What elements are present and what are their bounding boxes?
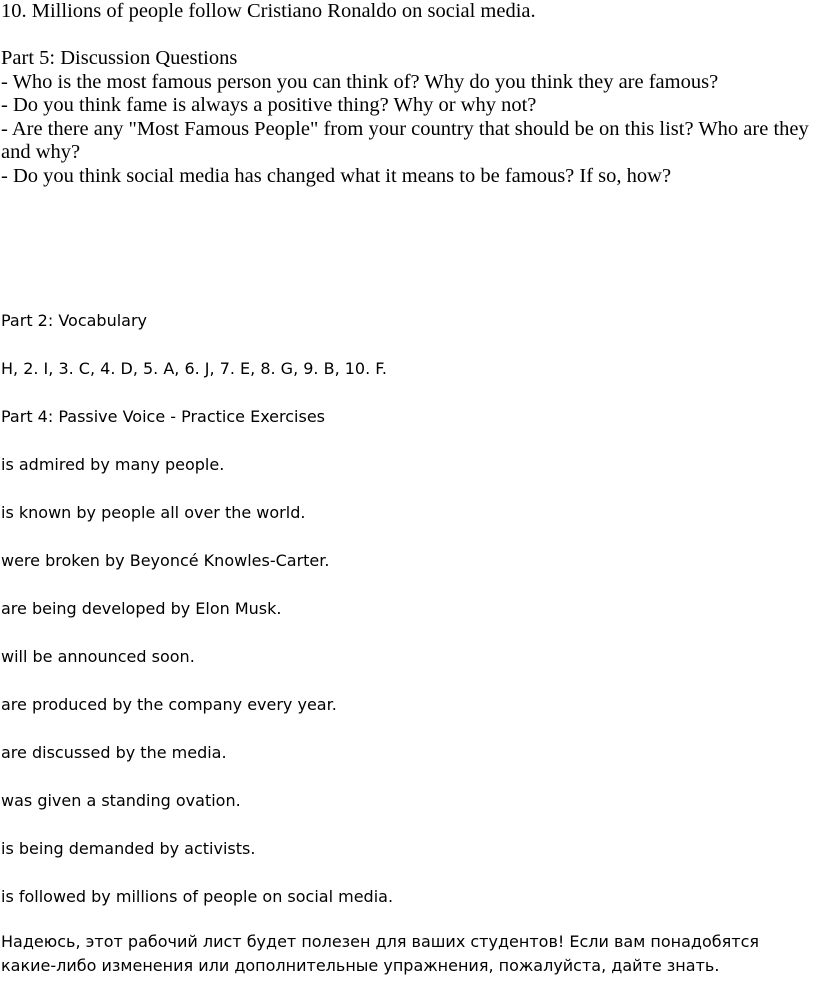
part2-heading: Part 2: Vocabulary bbox=[1, 311, 148, 330]
passive-answer-8: was given a standing ovation. bbox=[1, 791, 241, 810]
passive-answer-1: is admired by many people. bbox=[1, 455, 225, 474]
passive-answer-3: were broken by Beyoncé Knowles-Carter. bbox=[1, 551, 330, 570]
passive-answer-6: are produced by the company every year. bbox=[1, 695, 337, 714]
passive-answer-7: are discussed by the media. bbox=[1, 743, 227, 762]
passive-answer-10: is followed by millions of people on social media. bbox=[1, 887, 394, 906]
passive-answer-9: is being demanded by activists. bbox=[1, 839, 256, 858]
spacer bbox=[1, 24, 816, 48]
passive-answer-4: are being developed by Elon Musk. bbox=[1, 599, 282, 618]
worksheet-top-section bbox=[1, 0, 816, 188]
discussion-question-1: - Who is the most famous person you can think of? Why do you think they are famous? bbox=[1, 70, 719, 93]
discussion-question-2: - Do you think fame is always a positive thing? Why or why not? bbox=[1, 94, 537, 116]
closing-note: Надеюсь, этот рабочий лист будет полезен для ваших студентов! Если вам понадобятся какие-либо изменения или дополнительные упражнения, пожалуйста, дайте знать. bbox=[1, 932, 759, 975]
passive-answer-5: will be announced soon. bbox=[1, 647, 195, 666]
part4-heading: Part 4: Passive Voice - Practice Exercises bbox=[1, 407, 326, 426]
discussion-question-3: - Are there any "Most Famous People" from your country that should be on this list? Who are they and why? bbox=[1, 117, 814, 163]
passive-answer-2: is known by people all over the world. bbox=[1, 503, 306, 522]
part5-heading: Part 5: Discussion Questions bbox=[1, 47, 238, 69]
part2-answers: H, 2. I, 3. C, 4. D, 5. A, 6. J, 7. E, 8. G, 9. B, 10. F. bbox=[1, 359, 387, 378]
exercise-item-10: 10. Millions of people follow Cristiano Ronaldo on social media. bbox=[1, 0, 536, 22]
discussion-question-4: - Do you think social media has changed what it means to be famous? If so, how? bbox=[1, 164, 672, 187]
